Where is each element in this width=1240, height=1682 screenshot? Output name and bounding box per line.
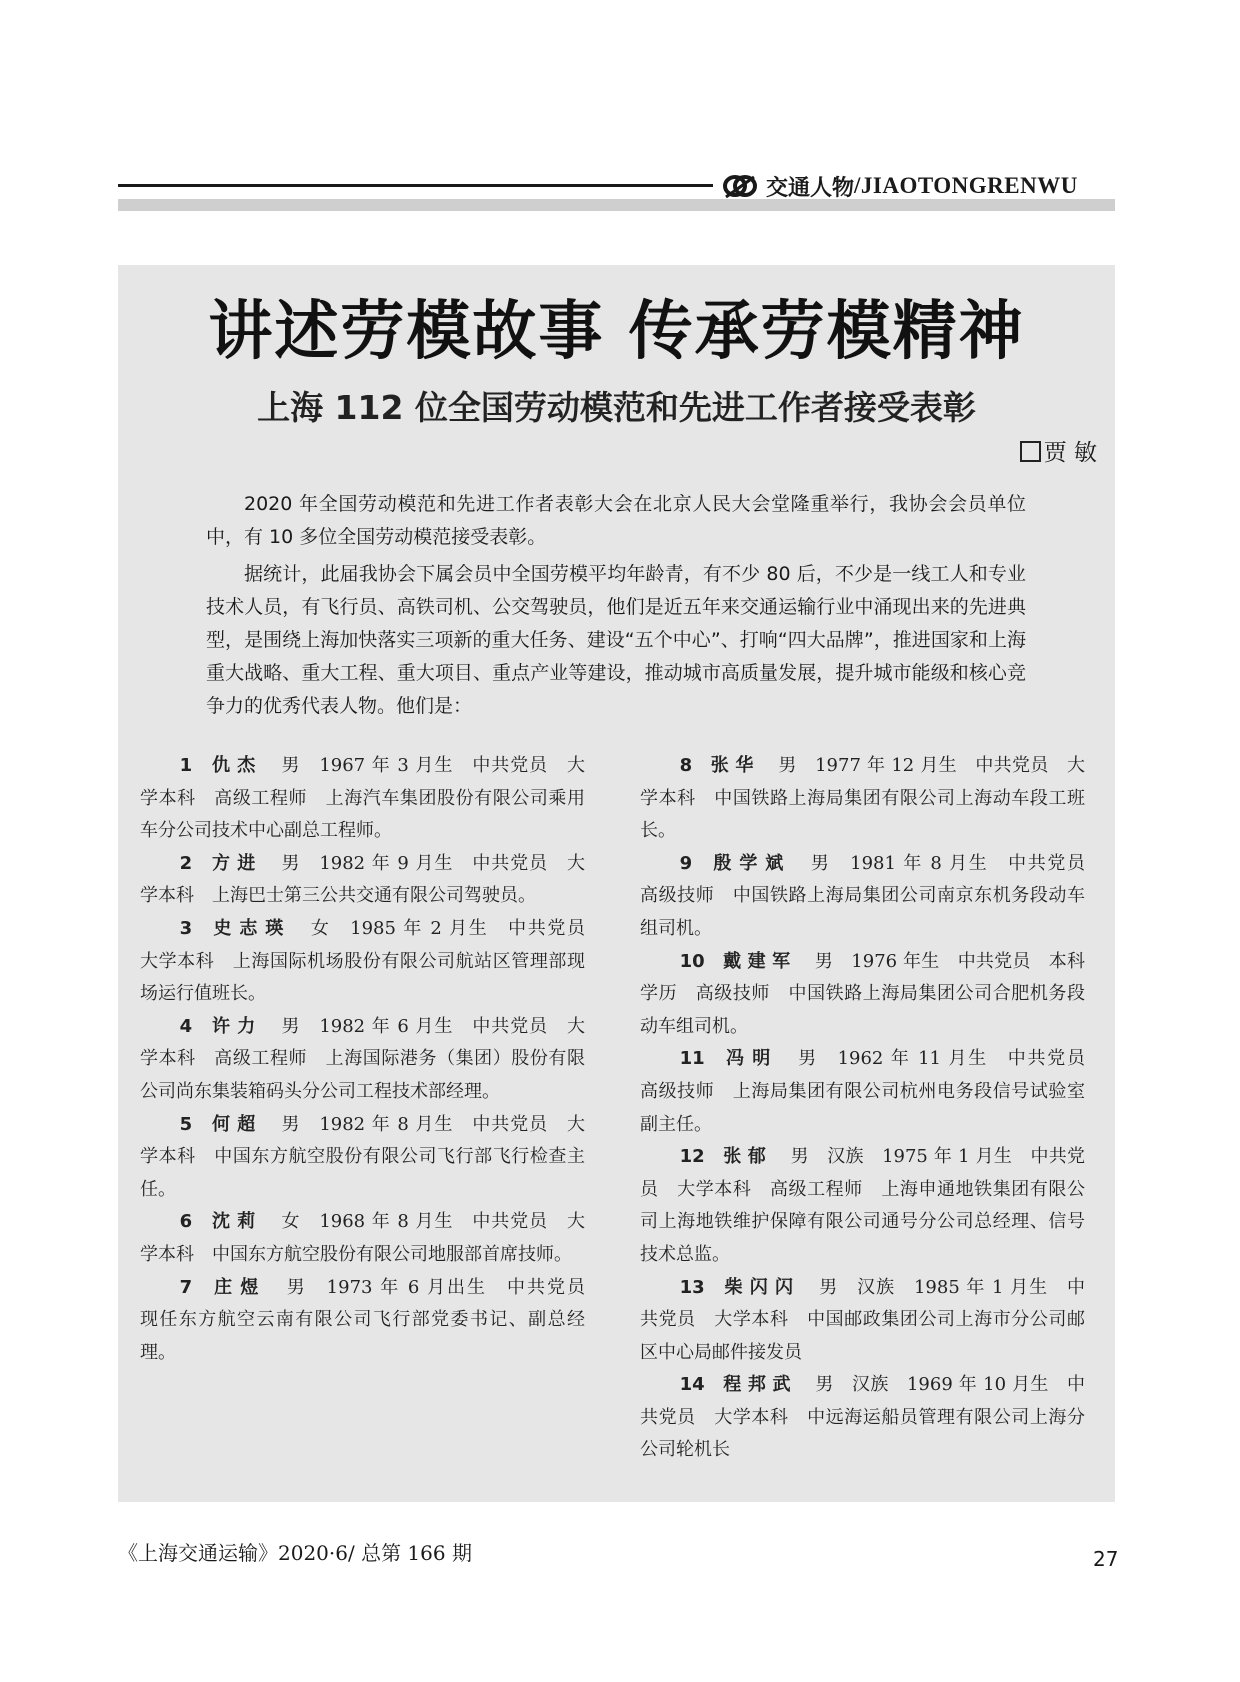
honoree-number: 6 — [179, 1211, 193, 1233]
honoree-name: 许力 — [212, 1015, 263, 1037]
honoree-details: 男 1976 年生 中共党员 本科学历 高级技师 中国铁路上海局集团公司合肥机务段动车组司机。 — [640, 950, 1086, 1037]
honoree-details: 男 1982 年 9 月生 中共党员 大学本科 上海巴士第三公共交通有限公司驾驶员。 — [140, 852, 586, 907]
honoree-name: 沈莉 — [212, 1211, 263, 1233]
honoree-column-left — [140, 750, 604, 1369]
honoree-entry — [640, 1141, 1085, 1271]
honoree-number: 1 — [179, 755, 193, 776]
author-box-icon — [1020, 441, 1041, 462]
intro-paragraph: 2020 年全国劳动模范和先进工作者表彰大会在北京人民大会堂隆重举行，我协会会员单位中，有 10 多位全国劳动模范接受表彰。 — [206, 493, 1026, 548]
honoree-entry — [140, 1206, 585, 1271]
honoree-details: 男 汉族 1969 年 10 月生 中共党员 大学本科 中远海运船员管理有限公司上海分公司轮机长 — [640, 1374, 1085, 1461]
article-subtitle: 上海 112 位全国劳动模范和先进工作者接受表彰 — [257, 388, 976, 427]
honoree-name: 张华 — [710, 755, 761, 776]
honoree-entry — [140, 913, 603, 1011]
interlocking-rings-logo-icon — [722, 171, 758, 201]
honoree-name: 史志瑛 — [213, 917, 292, 939]
honoree-number: 13 — [679, 1276, 705, 1298]
honoree-name: 何超 — [212, 1113, 263, 1135]
honoree-details: 男 1977 年 12 月生 中共党员 大学本科 中国铁路上海局集团有限公司上海动车段工班长。 — [640, 755, 1085, 842]
honoree-details: 男 1982 年 8 月生 中共党员 大学本科 中国东方航空股份有限公司飞行部飞行检查主任。 — [140, 1113, 586, 1200]
article-title: 讲述劳模故事 传承劳模精神 — [208, 294, 1025, 369]
honoree-details: 女 1968 年 8 月生 中共党员 大学本科 中国东方航空股份有限公司地服部首席技师。 — [140, 1211, 586, 1265]
honoree-number: 9 — [679, 852, 693, 874]
honoree-details: 男 1967 年 3 月生 中共党员 大学本科 高级工程师 上海汽车集团股份有限公司乘用车分公司技术中心副总工程师。 — [140, 755, 586, 842]
honoree-details: 男 汉族 1985 年 1 月生 中共党员 大学本科 中国邮政集团公司上海市分公司邮区中心局邮件接发员 — [640, 1276, 1085, 1363]
honoree-name: 方进 — [212, 852, 263, 874]
honoree-entry — [640, 946, 1085, 1044]
section-name-en: /JIAOTONGRENWU — [854, 173, 1078, 198]
honoree-entry — [140, 1272, 604, 1370]
honoree-details: 男 1962 年 11 月生 中共党员 高级技师 上海局集团有限公司杭州电务段信号试验室副主任。 — [640, 1048, 1104, 1135]
honoree-name: 程邦武 — [723, 1374, 798, 1396]
honoree-details: 男 1981 年 8 月生 中共党员 高级技师 中国铁路上海局集团公司南京东机务段动车组司机。 — [640, 852, 1103, 939]
section-header — [722, 168, 1078, 204]
honoree-number: 14 — [679, 1374, 705, 1396]
author-name: 贾 敏 — [1043, 440, 1097, 466]
honoree-number: 10 — [679, 950, 705, 972]
honoree-entry — [640, 1272, 1085, 1370]
honoree-column-right — [640, 750, 1104, 1467]
intro-paragraph: 据统计，此届我协会下属会员中全国劳模平均年龄青，有不少 80 后，不少是一线工人和专业技术人员，有飞行员、高铁司机、公交驾驶员，他们是近五年来交通运输行业中涌现出来的先进典型，是围绕上海加快落实三项新的重大任务、建设“五个中心”、打响“四大品牌”，推进国家和上海重大战略、重大工程、重大项目、重点产业等建设，推动城市高质量发展，提升城市能级和核心竞争力的优秀代表人物。他们是： — [206, 563, 1026, 717]
article-author — [1020, 436, 1097, 470]
honoree-details: 女 1985 年 2 月生 中共党员 大学本科 上海国际机场股份有限公司航站区管理部现场运行值班长。 — [140, 917, 603, 1005]
honoree-number: 12 — [679, 1146, 705, 1168]
honoree-details: 男 1973 年 6 月出生 中共党员 现任东方航空云南有限公司飞行部党委书记、副总经理。 — [140, 1276, 604, 1363]
article-intro — [206, 488, 1026, 727]
honoree-name: 庄煜 — [214, 1276, 267, 1298]
honoree-number: 8 — [679, 755, 693, 776]
honoree-name: 张郁 — [723, 1146, 773, 1168]
honoree-name: 殷学斌 — [713, 852, 792, 874]
honoree-entry — [140, 1011, 585, 1109]
section-name-cn: 交通人物 — [766, 175, 855, 201]
honoree-number: 11 — [679, 1048, 705, 1070]
honoree-entry — [640, 848, 1103, 946]
honoree-number: 2 — [179, 852, 193, 874]
honoree-number: 3 — [179, 917, 193, 939]
honoree-name: 冯明 — [726, 1048, 779, 1070]
honoree-name: 戴建军 — [723, 950, 797, 972]
page-number: 27 — [1093, 1547, 1119, 1571]
honoree-number: 4 — [179, 1015, 193, 1037]
header-rule — [118, 184, 713, 187]
honoree-number: 7 — [179, 1276, 193, 1298]
honoree-entry — [140, 1109, 585, 1207]
journal-citation: 《上海交通运输》2020·6/ 总第 166 期 — [118, 1541, 472, 1565]
honoree-name: 仇杰 — [212, 755, 263, 776]
honoree-details: 男 1982 年 6 月生 中共党员 大学本科 高级工程师 上海国际港务（集团）股份有限公司尚东集装箱码头分公司工程技术部经理。 — [140, 1015, 586, 1102]
honoree-details: 男 汉族 1975 年 1 月生 中共党员 大学本科 高级工程师 上海申通地铁集团有限公司上海地铁维护保障有限公司通号分公司总经理、信号技术总监。 — [640, 1146, 1085, 1265]
honoree-number: 5 — [179, 1113, 193, 1135]
honoree-entry — [140, 848, 585, 913]
honoree-entry — [640, 750, 1085, 848]
honoree-entry — [640, 1369, 1085, 1467]
honoree-entry — [140, 750, 585, 848]
honoree-name: 柴闪闪 — [724, 1276, 801, 1298]
honoree-entry — [640, 1043, 1104, 1141]
